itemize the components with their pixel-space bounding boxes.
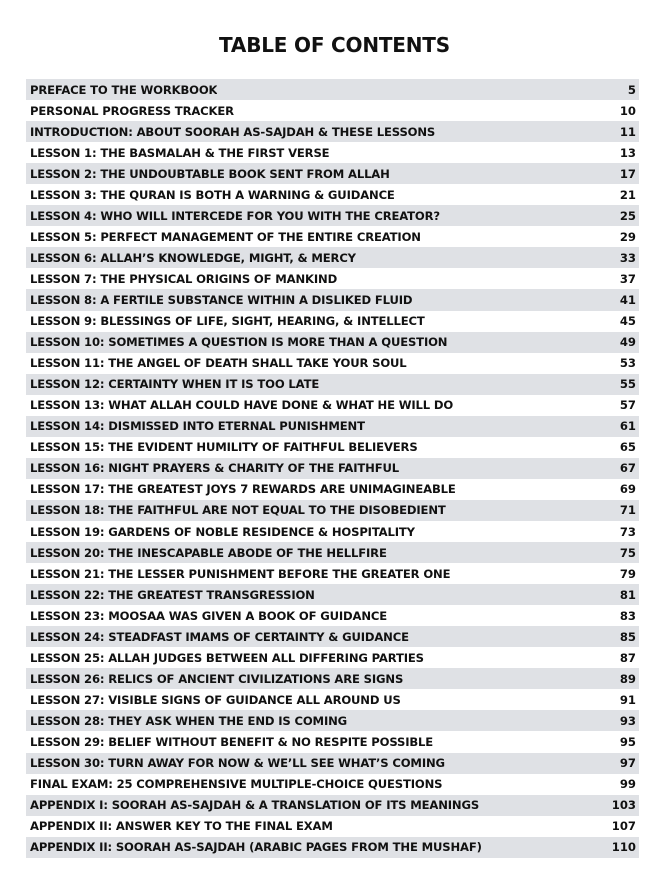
toc-entry-title: LESSON 1: THE BASMALAH & THE FIRST VERSE (30, 145, 330, 160)
toc-entry-title: LESSON 26: RELICS OF ANCIENT CIVILIZATIONS ARE SIGNS (30, 671, 404, 686)
toc-entry-page-number: 110 (611, 840, 636, 855)
toc-entry-page-number: 93 (619, 713, 636, 728)
toc-entry[interactable] (26, 521, 639, 542)
toc-entry-page-number: 10 (619, 103, 636, 118)
toc-entry-title: LESSON 10: SOMETIMES A QUESTION IS MORE THAN A QUESTION (30, 335, 448, 350)
toc-entry[interactable] (26, 689, 639, 710)
toc-entry[interactable] (26, 479, 639, 500)
toc-entry-page-number: 67 (619, 461, 636, 476)
toc-entry-title: LESSON 14: DISMISSED INTO ETERNAL PUNISHMENT (30, 419, 365, 434)
toc-entry-title: LESSON 7: THE PHYSICAL ORIGINS OF MANKIND (30, 271, 338, 286)
toc-entry[interactable] (26, 205, 639, 226)
toc-entry-page-number: 33 (619, 250, 636, 265)
table-of-contents (26, 79, 639, 858)
toc-entry[interactable] (26, 753, 639, 774)
toc-entry-title: LESSON 23: MOOSAA WAS GIVEN A BOOK OF GUIDANCE (30, 608, 388, 623)
toc-entry-title: PREFACE TO THE WORKBOOK (30, 82, 218, 97)
toc-entry-page-number: 89 (619, 671, 636, 686)
toc-entry[interactable] (26, 184, 639, 205)
toc-entry[interactable] (26, 458, 639, 479)
toc-entry[interactable] (26, 142, 639, 163)
toc-entry[interactable] (26, 437, 639, 458)
toc-entry-page-number: 65 (619, 440, 636, 455)
toc-entry[interactable] (26, 626, 639, 647)
toc-entry-title: LESSON 2: THE UNDOUBTABLE BOOK SENT FROM ALLAH (30, 166, 390, 181)
toc-entry-page-number: 71 (619, 503, 636, 518)
toc-entry-title: LESSON 8: A FERTILE SUBSTANCE WITHIN A DISLIKED FLUID (30, 292, 413, 307)
toc-entry-title: LESSON 6: ALLAH’S KNOWLEDGE, MIGHT, & MERCY (30, 250, 356, 265)
toc-entry-title: LESSON 17: THE GREATEST JOYS 7 REWARDS ARE UNIMAGINEABLE (30, 482, 456, 497)
toc-entry[interactable] (26, 500, 639, 521)
toc-entry[interactable] (26, 289, 639, 310)
toc-entry-page-number: 17 (619, 166, 636, 181)
toc-entry-page-number: 41 (619, 292, 636, 307)
toc-entry-page-number: 87 (619, 650, 636, 665)
toc-entry-page-number: 69 (619, 482, 636, 497)
toc-entry[interactable] (26, 395, 639, 416)
toc-entry-page-number: 5 (627, 82, 636, 97)
toc-entry-title: LESSON 12: CERTAINTY WHEN IT IS TOO LATE (30, 377, 320, 392)
toc-entry-page-number: 57 (619, 398, 636, 413)
toc-entry[interactable] (26, 332, 639, 353)
toc-entry-title: LESSON 30: TURN AWAY FOR NOW & WE’LL SEE WHAT’S COMING (30, 756, 445, 771)
toc-entry-title: LESSON 21: THE LESSER PUNISHMENT BEFORE THE GREATER ONE (30, 566, 451, 581)
toc-entry-title: LESSON 11: THE ANGEL OF DEATH SHALL TAKE YOUR SOUL (30, 356, 407, 371)
toc-entry[interactable] (26, 79, 639, 100)
toc-entry[interactable] (26, 584, 639, 605)
toc-entry-page-number: 79 (619, 566, 636, 581)
toc-entry-page-number: 83 (619, 608, 636, 623)
toc-entry-page-number: 85 (619, 629, 636, 644)
toc-entry-page-number: 25 (619, 208, 636, 223)
toc-entry-page-number: 95 (619, 734, 636, 749)
toc-entry-title: LESSON 5: PERFECT MANAGEMENT OF THE ENTIRE CREATION (30, 229, 421, 244)
toc-entry-page-number: 53 (619, 356, 636, 371)
toc-entry-page-number: 91 (619, 692, 636, 707)
toc-entry-page-number: 75 (619, 545, 636, 560)
toc-entry[interactable] (26, 731, 639, 752)
toc-entry[interactable] (26, 163, 639, 184)
toc-entry[interactable] (26, 416, 639, 437)
toc-entry-title: APPENDIX II: ANSWER KEY TO THE FINAL EXAM (30, 819, 333, 834)
toc-entry[interactable] (26, 563, 639, 584)
page-title: TABLE OF CONTENTS (219, 33, 450, 57)
toc-entry-page-number: 103 (611, 798, 636, 813)
toc-entry[interactable] (26, 647, 639, 668)
toc-entry-title: LESSON 25: ALLAH JUDGES BETWEEN ALL DIFFERING PARTIES (30, 650, 424, 665)
toc-entry-page-number: 55 (619, 377, 636, 392)
toc-entry-title: LESSON 13: WHAT ALLAH COULD HAVE DONE & WHAT HE WILL DO (30, 398, 454, 413)
toc-entry[interactable] (26, 121, 639, 142)
toc-entry[interactable] (26, 311, 639, 332)
toc-entry-page-number: 99 (619, 777, 636, 792)
toc-entry-page-number: 97 (619, 756, 636, 771)
toc-entry-page-number: 13 (619, 145, 636, 160)
toc-entry[interactable] (26, 816, 639, 837)
toc-entry[interactable] (26, 605, 639, 626)
toc-entry[interactable] (26, 774, 639, 795)
toc-entry[interactable] (26, 353, 639, 374)
toc-entry-title: FINAL EXAM: 25 COMPREHENSIVE MULTIPLE-CHOICE QUESTIONS (30, 777, 443, 792)
toc-entry-title: LESSON 16: NIGHT PRAYERS & CHARITY OF THE FAITHFUL (30, 461, 399, 476)
toc-entry-page-number: 107 (611, 819, 636, 834)
toc-entry-page-number: 29 (619, 229, 636, 244)
toc-entry-title: LESSON 18: THE FAITHFUL ARE NOT EQUAL TO THE DISOBEDIENT (30, 503, 446, 518)
toc-entry-title: LESSON 19: GARDENS OF NOBLE RESIDENCE & HOSPITALITY (30, 524, 415, 539)
toc-entry-title: APPENDIX I: SOORAH AS-SAJDAH & A TRANSLATION OF ITS MEANINGS (30, 798, 480, 813)
toc-entry[interactable] (26, 268, 639, 289)
toc-entry-title: LESSON 24: STEADFAST IMAMS OF CERTAINTY & GUIDANCE (30, 629, 409, 644)
toc-entry[interactable] (26, 100, 639, 121)
toc-entry[interactable] (26, 795, 639, 816)
toc-entry-title: APPENDIX II: SOORAH AS-SAJDAH (ARABIC PAGES FROM THE MUSHAF) (30, 840, 482, 855)
toc-entry[interactable] (26, 837, 639, 858)
toc-entry-title: LESSON 4: WHO WILL INTERCEDE FOR YOU WITH THE CREATOR? (30, 208, 440, 223)
toc-entry[interactable] (26, 542, 639, 563)
toc-entry-title: PERSONAL PROGRESS TRACKER (30, 103, 234, 118)
toc-entry-title: LESSON 27: VISIBLE SIGNS OF GUIDANCE ALL AROUND US (30, 692, 401, 707)
toc-entry-title: LESSON 15: THE EVIDENT HUMILITY OF FAITHFUL BELIEVERS (30, 440, 418, 455)
toc-entry[interactable] (26, 710, 639, 731)
toc-entry-title: LESSON 29: BELIEF WITHOUT BENEFIT & NO RESPITE POSSIBLE (30, 734, 434, 749)
toc-entry-title: LESSON 20: THE INESCAPABLE ABODE OF THE HELLFIRE (30, 545, 387, 560)
toc-entry-page-number: 73 (619, 524, 636, 539)
toc-entry[interactable] (26, 374, 639, 395)
toc-entry-page-number: 45 (619, 314, 636, 329)
toc-entry-title: LESSON 3: THE QURAN IS BOTH A WARNING & GUIDANCE (30, 187, 395, 202)
toc-entry-title: LESSON 9: BLESSINGS OF LIFE, SIGHT, HEARING, & INTELLECT (30, 314, 425, 329)
toc-entry-page-number: 11 (619, 124, 636, 139)
toc-entry-title: LESSON 28: THEY ASK WHEN THE END IS COMING (30, 713, 348, 728)
toc-entry-page-number: 61 (619, 419, 636, 434)
toc-entry[interactable] (26, 668, 639, 689)
toc-entry-page-number: 81 (619, 587, 636, 602)
toc-entry-page-number: 37 (619, 271, 636, 286)
toc-entry-page-number: 21 (619, 187, 636, 202)
toc-entry-title: LESSON 22: THE GREATEST TRANSGRESSION (30, 587, 315, 602)
toc-entry-title: INTRODUCTION: ABOUT SOORAH AS-SAJDAH & THESE LESSONS (30, 124, 436, 139)
toc-entry-page-number: 49 (619, 335, 636, 350)
toc-entry[interactable] (26, 226, 639, 247)
toc-entry[interactable] (26, 247, 639, 268)
